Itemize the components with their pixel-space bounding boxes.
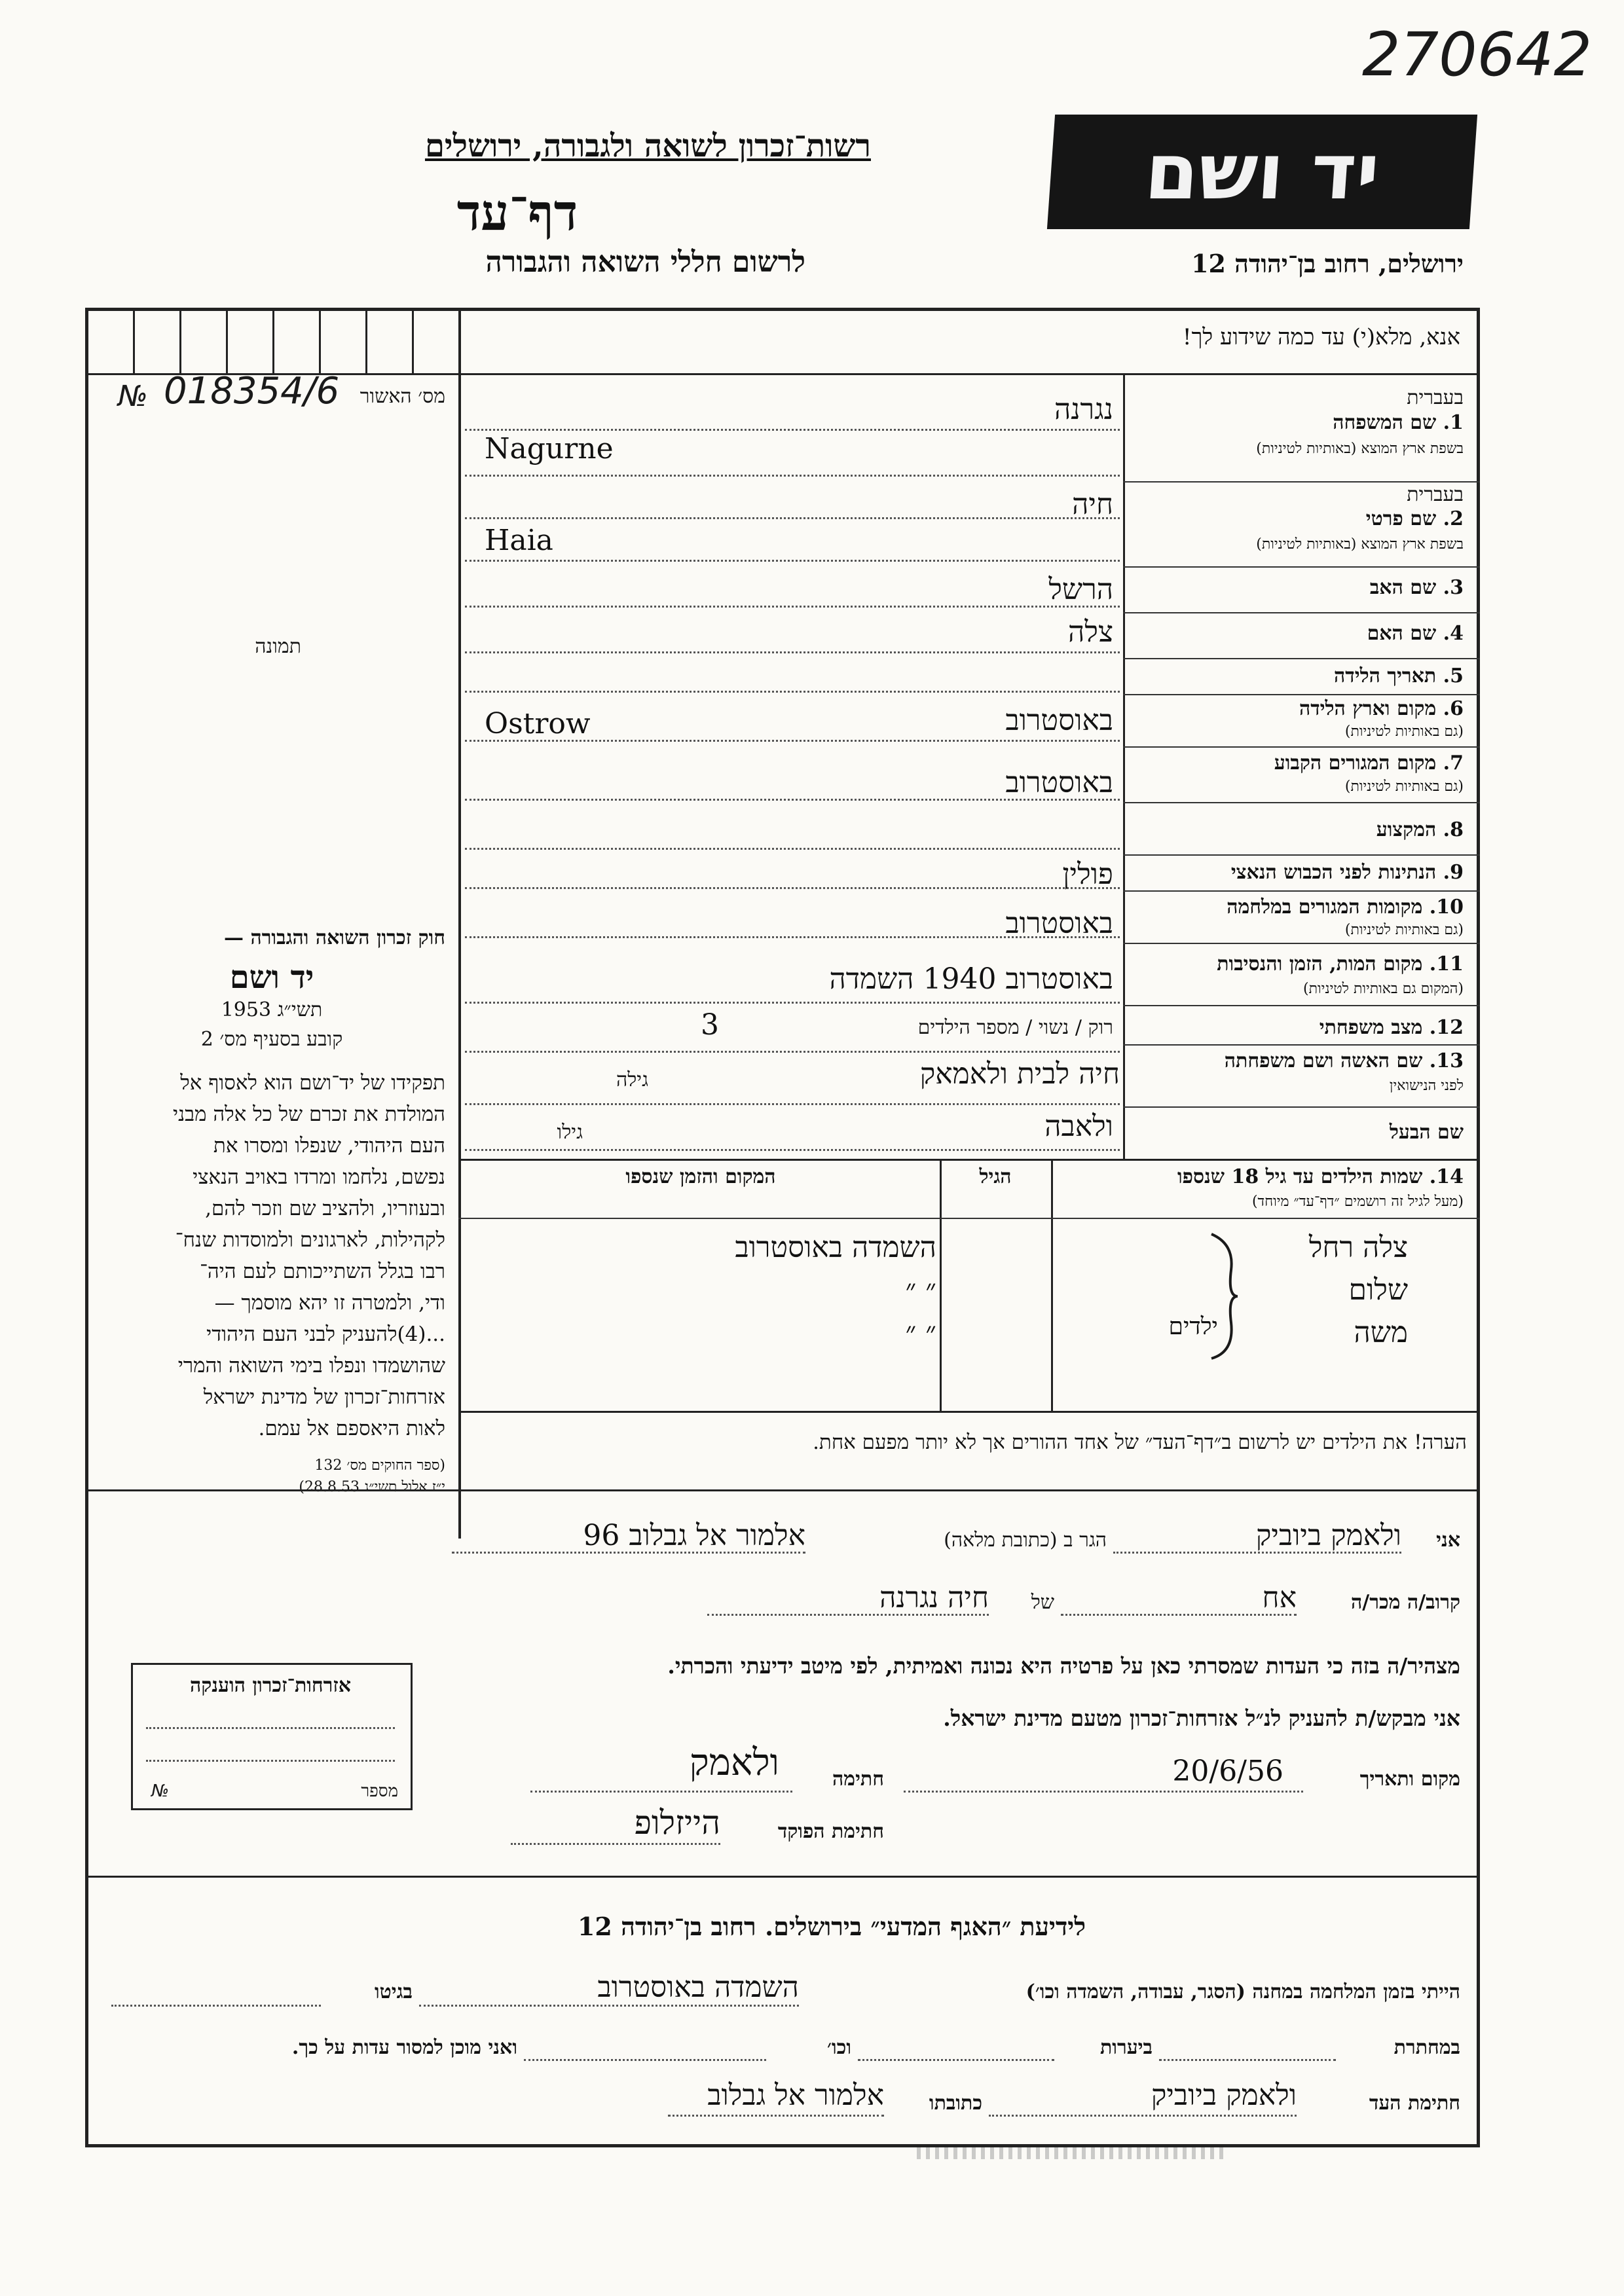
place-date: 20/6/56 — [1172, 1755, 1283, 1788]
nationality: פולין — [1062, 858, 1113, 891]
col-place: המקום והזמן שנספו — [625, 1165, 776, 1188]
law-line: ובעוזריו, ולהציב שם וזכר להם, — [205, 1197, 445, 1220]
field-12-label: 12. מצב משפחתי — [1319, 1016, 1464, 1039]
resides-label: הגר ב (כתובת מלאה) — [944, 1529, 1107, 1552]
father-name: הרשל — [1048, 573, 1113, 606]
field-2-note: בשפת ארץ המוצא (באותיות לטיניות) — [1256, 536, 1464, 553]
death-place-date: באוסטרוב 1940 השמדה — [829, 962, 1113, 996]
yad-vashem-logo — [1047, 115, 1477, 229]
citizenship-title: אזרחות־זכרון הוענקה — [189, 1674, 352, 1697]
ani-label: אני — [1436, 1529, 1460, 1552]
field-11-note: (המקום גם באותיות לטיניות) — [1303, 981, 1464, 997]
footer-ghetto: בגיטו — [374, 1980, 413, 2003]
witness-name: ולאמק ביוביק — [1255, 1519, 1401, 1552]
law-source-1: (ספר החוקים מס׳ 132 — [314, 1457, 445, 1474]
law-clause: קובע בסעיף מס׳ 2 — [200, 1028, 343, 1051]
footer-address: אלמור אל גבלוב — [707, 2079, 884, 2112]
field-10-note: (גם באותיות לטיניות) — [1344, 922, 1464, 938]
form-subtitle: לרשום חללי השואה והגבורה — [485, 246, 805, 279]
footer-etc: וכו׳ — [827, 2036, 851, 2059]
field-6-note: (גם באותיות לטיניות) — [1344, 723, 1464, 740]
camp-value: השמדה באוסטרוב — [597, 1971, 799, 2004]
child-place: השמדה באוסטרוב — [735, 1231, 936, 1264]
field-4-label: 4. שם האם — [1367, 622, 1464, 645]
field-11-label: 11. מקום המות, הזמן והנסיבות — [1217, 953, 1464, 975]
surname-hebrew: נגרנה — [1054, 393, 1113, 426]
law-line: ודי, ולמטרה זו יהא מוסמך — — [214, 1291, 445, 1315]
form-title: דף־עד — [456, 183, 578, 242]
mother-name: צלה — [1068, 615, 1113, 649]
footer-forests: ביערות — [1099, 2036, 1153, 2059]
law-line: אזרחות־זכרון של מדינת ישראל — [203, 1385, 445, 1409]
field-13-label: 13. שם האשה ושם משפחתה — [1224, 1049, 1464, 1072]
citizenship-prefix: № — [151, 1781, 170, 1801]
field-10-label: 10. מקומות המגורים במלחמה — [1227, 896, 1464, 919]
authority-title: רשות־זכרון לשואה ולגבורה, ירושלים — [424, 128, 871, 164]
children-bracket-note: ילדים — [1168, 1313, 1218, 1340]
of-label: של — [1031, 1591, 1054, 1614]
law-title: חוק זכרון השואה והגבורה — — [224, 926, 445, 949]
child-name: משה — [1354, 1316, 1408, 1349]
law-year: תשי״ג 1953 — [221, 998, 323, 1021]
husband-age-label: גילו — [557, 1121, 583, 1144]
approval-prefix: № — [118, 380, 148, 413]
witness-signature: ולאמק — [689, 1741, 779, 1784]
field-1-note: בשפת ארץ המוצא (באותיות לטיניות) — [1256, 441, 1464, 457]
office-use-cells — [88, 311, 458, 375]
footer-underground: במחתרת — [1393, 2036, 1460, 2059]
statement-2: אני מבקש/ת להעניק לנ״ל אזרחות־זכרון מטעם מדינת ישראל. — [943, 1705, 1460, 1731]
law-line: תפקידו של יד־ושם הוא לאסוף אל — [180, 1071, 445, 1095]
field-2-hebrew-tag: בעברית — [1407, 483, 1464, 506]
photo-label: תמונה — [255, 635, 301, 658]
place-date-label: מקום ותאריך — [1359, 1768, 1460, 1791]
law-line: שהושמדו ונפלו בימי השואה והמרי — [177, 1354, 445, 1377]
field-2-label: 2. שם פרטי — [1365, 507, 1464, 530]
citizenship-box — [131, 1663, 413, 1810]
child-name: שלום — [1348, 1273, 1408, 1307]
logo-text: יד ושם — [1142, 126, 1383, 217]
footer-witness-signature-label: חתימת העד — [1369, 2092, 1460, 2115]
instruction: אנא, מלא(י) עד כמה שידוע לך! — [1182, 324, 1460, 350]
field-6-label: 6. מקום וארץ הלידה — [1299, 697, 1464, 720]
field-3-label: 3. שם האב — [1369, 576, 1464, 599]
husband-name: ולאבה — [1044, 1110, 1113, 1143]
scan-smudge — [917, 2147, 1225, 2159]
field-13-note: לפני הנישואין — [1389, 1078, 1464, 1094]
footer-title: לידיעת ״האגף המדעי״ בירושלים. רחוב בן־יהודה 12 — [577, 1912, 1086, 1941]
footer-line1-a: הייתי בזמן המלחמה במחנה (הסגר, עבודה, השמדה וכו׳) — [1025, 1980, 1460, 2003]
birth-place-latin: Ostrow — [485, 707, 591, 740]
archive-stamp-number: 270642 — [1362, 20, 1593, 90]
first-name-latin: Haia — [485, 524, 553, 557]
children-note: (מעל לגיל זה רושמים ״דף־עד״ מיוחד) — [1251, 1194, 1464, 1210]
clerk-label: חתימת הפוקד — [777, 1820, 884, 1843]
wife-age-label: גילה — [616, 1068, 648, 1091]
statement-1: מצהיר/ה בזה כי העדות שמסרתי כאן על פרטיה היא נכונה ואמיתית, לפי מיטב ידיעתי והכרתי. — [667, 1653, 1460, 1679]
surname-latin: Nagurne — [485, 432, 614, 465]
col-age: הגיל — [979, 1165, 1012, 1188]
law-text — [98, 1067, 445, 1444]
law-line: המולדת את זכרם של כל אלה מבני — [172, 1102, 445, 1126]
field-1-hebrew-tag: בעברית — [1407, 386, 1464, 409]
law-line: לאות היאספם אל עמם. — [258, 1417, 445, 1440]
footer-address-label: כתובתו — [929, 2092, 982, 2115]
field-1-label: 1. שם המשפחה — [1333, 411, 1464, 434]
child-place: ״ ״ — [905, 1273, 936, 1307]
law-line: נפשם, נלחמו ומרדו באויב הנאצי — [193, 1165, 445, 1189]
residence: באוסטרוב — [1005, 766, 1113, 799]
signature-label: חתימה — [832, 1768, 884, 1791]
relation: אח — [1262, 1581, 1297, 1614]
citizenship-number-label: מספר — [361, 1781, 398, 1801]
field-5-label: 5. תאריך הלידה — [1334, 665, 1464, 687]
field-7-label: 7. מקום המגורים הקבוע — [1274, 752, 1464, 774]
address: ירושלים, רחוב בן־יהודה 12 — [1191, 249, 1464, 278]
husband-label: שם הבעל — [1389, 1121, 1464, 1144]
approval-number: 018354/6 — [164, 370, 340, 412]
footer-witness-signature: ולאמק ביוביק — [1151, 2079, 1297, 2112]
children-label: 14. שמות הילדים עד גיל 18 שנספו — [1177, 1165, 1464, 1188]
field-9-label: 9. הנתינות לפני הכבוש הנאצי — [1230, 861, 1464, 884]
law-line: לקהילות, לארגונים ולמוסדות שנח־ — [175, 1228, 445, 1252]
remark: הערה! את הילדים יש לרשום ב״דף־העד״ של אחד ההורים אך לא יותר מפעם אחת. — [813, 1430, 1467, 1454]
children-count: 3 — [701, 1008, 719, 1042]
witness-address: אלמור אל גבלוב 96 — [583, 1519, 805, 1552]
birth-place: באוסטרוב — [1005, 704, 1113, 737]
field-8-label: 8. המקצוע — [1376, 818, 1464, 841]
relation-label: קרוב/ה מכר/ה — [1351, 1591, 1460, 1614]
footer-testimony: ואני מוכן למסור עדות על כך. — [291, 2036, 517, 2059]
law-name: יד ושם — [229, 959, 314, 996]
wartime-residence: באוסטרוב — [1005, 907, 1113, 940]
law-line: העם היהודי, שנפלו ומסרו את — [213, 1134, 445, 1157]
clerk-signature: הייזלופ — [634, 1804, 720, 1842]
approval-label: מס׳ האשור — [360, 385, 445, 408]
law-line: ...(4)להעניק לבני העם היהודי — [206, 1322, 445, 1346]
field-7-note: (גם באותיות לטיניות) — [1344, 778, 1464, 795]
first-name-hebrew: חיה — [1072, 488, 1113, 521]
victim-name: חיה נגרנה — [879, 1581, 989, 1614]
law-source-2: י״ז אלול תשי״ג 28.8.53) — [299, 1479, 445, 1495]
bracket-icon — [1205, 1231, 1244, 1362]
wife-name: חיה לבית ולאמאק — [919, 1057, 1120, 1091]
child-name: צלה רחל — [1308, 1231, 1408, 1264]
law-line: רבו בגלל השתייכותם לעם היה־ — [199, 1260, 445, 1283]
child-place: ״ ״ — [905, 1316, 936, 1349]
marital-options: רוק / נשוי / מספר הילדים — [917, 1016, 1113, 1039]
